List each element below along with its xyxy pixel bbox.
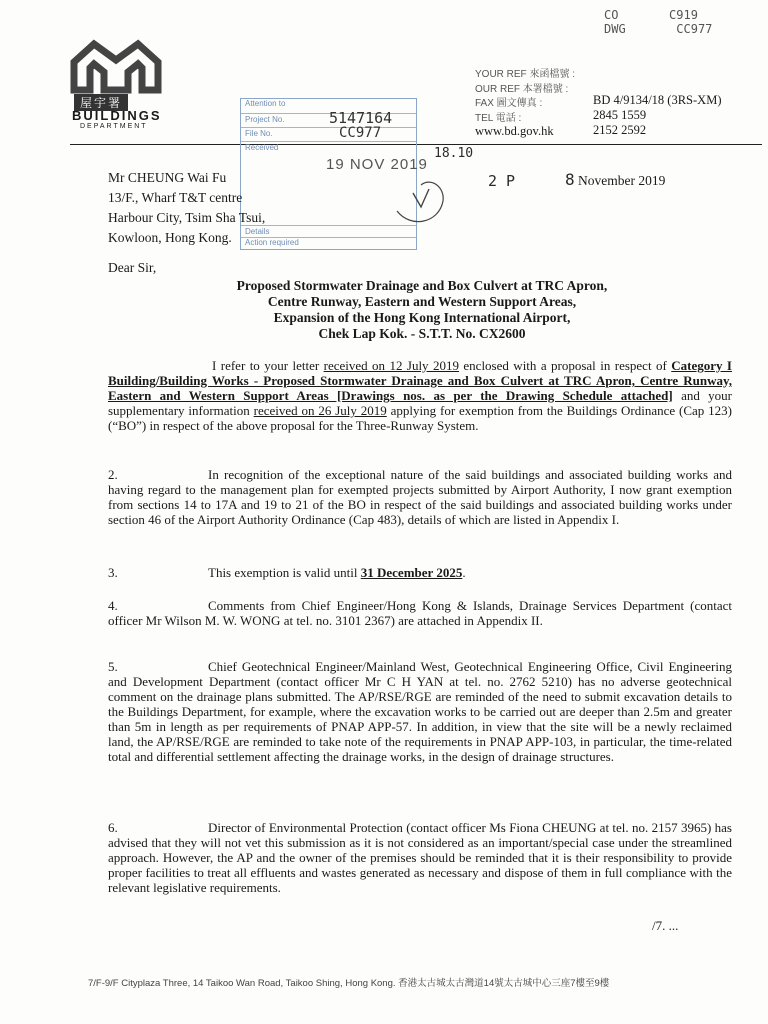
subject-line: Centre Runway, Eastern and Western Support Areas, [267,294,577,309]
handwritten-initials: 2 P [488,172,516,190]
subject-line: Proposed Stormwater Drainage and Box Culvert at TRC Apron, [236,278,608,293]
address-line: Kowloon, Hong Kong. [108,230,232,245]
tel-value: 2152 2592 [593,123,647,137]
paragraph-2: 2. In recognition of the exceptional nature of the said buildings and associated building works and having regard to the management plan for exempted projects submitted by Airport Authority, I now grant exemption from sections 14 to 17A and 19 to 21 of the BO in respect of the said buildings and associated building works under section 46 of the Airport Authority Ordinance (Cap 483), details of which are listed in Appendix I. [108,467,732,527]
stamp-label: Project No. [245,115,285,124]
handwritten-time: 18.10 [434,146,474,161]
stamp-label: Received [245,143,279,152]
buildings-department-logo [70,38,162,94]
paragraph-1: I refer to your letter received on 12 July 2019 enclosed with a proposal in respect of Category I Building/Building Works - Proposed Stormwater Drainage and Box Culvert at TRC Apron, Centre Runway, Eastern and Western Support Areas [Drawings nos. as per the Drawing Schedule attached] and your supplementary information received on 26 July 2019 applying for exemption from the Buildings Ordinance (Cap 123) (“BO”) in respect of the above proposal for the Three-Runway System. [108,358,732,433]
letter-date-text: November 2019 [578,173,666,188]
signature-mark [391,171,451,231]
salutation: Dear Sir, [108,260,157,275]
our-ref-value: BD 4/9134/18 (3RS-XM) [593,93,722,107]
paragraph-3: 3. This exemption is valid until 31 December 2025. [108,565,466,580]
subject-line: Expansion of the Hong Kong International Airport, [273,310,571,325]
stamp-label: File No. [245,129,273,138]
logo-chinese-name: 屋宇署 [74,94,128,111]
your-ref-label: YOUR REF 來函檔號 : [475,69,576,80]
corner-note: CO [604,8,619,22]
project-no-handwriting: 5147164 [329,109,393,127]
our-ref-label: OUR REF 本署檔號 : [475,83,569,95]
recipient-name: Mr CHEUNG Wai Fu [108,170,227,185]
address-line: Harbour City, Tsim Sha Tsui, [108,210,266,225]
fax-label: FAX 圖文傳真 : [475,98,543,109]
logo-department: DEPARTMENT [80,123,148,130]
received-date-stamp: 19 NOV 2019 [326,156,428,173]
paragraph-4: 4. Comments from Chief Engineer/Hong Kong & Islands, Drainage Services Department (contact officer Mr Wilson M. W. WONG at tel. no. 3101 2367) are attached in Appendix II. [108,598,732,628]
footer-address: 7/F-9/F Cityplaza Three, 14 Taikoo Wan Road, Taikoo Shing, Hong Kong. 香港太古城太古灣道14號太古城中心三座7樓至9樓 [88,978,610,989]
paragraph-5: 5. Chief Geotechnical Engineer/Mainland West, Geotechnical Engineering Office, Civil Engineering and Development Department (contact officer Mr C H YAN at tel. no. 2762 5210) has no adverse geotechnical comment on the drainage plans submitted. The AP/RSE/RGE are reminded of the need to submit excavation details to the Buildings Department, for example, where the excavation works to be carried out are deeper than 2.5m and greater than 5m in length as per requirements of PNAP APP-57. In addition, in view that the site will be a newly reclaimed land, the AP/RSE/RGE are reminded to take note of the requirements in PNAP APP-103, in particular, the time-related total and differential settlement affecting the drainage works, in the design of drainage structures. [108,659,732,764]
stamp-label: Action required [245,238,299,247]
reference-values [593,93,721,138]
website-link[interactable]: www.bd.gov.hk [475,124,554,138]
received-stamp [240,98,417,250]
reference-labels [475,68,575,126]
logo-english-name: BUILDINGS [72,108,162,123]
paragraph-number: 3. [108,565,118,580]
address-line: 13/F., Wharf T&T centre [108,190,243,205]
handwritten-day: 8 [565,170,575,189]
stamp-label: Details [245,227,270,236]
corner-note: CC977 [676,22,713,36]
paragraph-number: 5. [108,659,118,674]
tel-label: TEL 電話 : [475,112,522,124]
corner-note: DWG [604,22,626,36]
corner-handwriting [604,8,712,36]
recipient-address [108,168,265,248]
page-continuation: /7. ... [652,918,679,933]
corner-note: C919 [669,8,698,22]
paragraph-number: 4. [108,598,118,613]
file-no-handwriting: CC977 [339,125,382,141]
letter-date [565,170,665,189]
stamp-label: Attention to [245,99,286,108]
paragraph-number: 6. [108,820,118,835]
subject-heading [108,278,736,342]
fax-value: 2845 1559 [593,108,647,122]
paragraph-6: 6. Director of Environmental Protection (contact officer Ms Fiona CHEUNG at tel. no. 2157 3965) has advised that they will not vet this submission as it is not considered as an important/special case under the streamlined approach. However, the AP and the owner of the premises should be reminded that it is their responsibility to provide proper facilities to treat all effluents and wastes generated as necessary and dispose of them in full compliance with the relevant legislative requirements. [108,820,732,895]
subject-line: Chek Lap Kok. - S.T.T. No. CX2600 [318,326,526,341]
paragraph-number: 2. [108,467,118,482]
